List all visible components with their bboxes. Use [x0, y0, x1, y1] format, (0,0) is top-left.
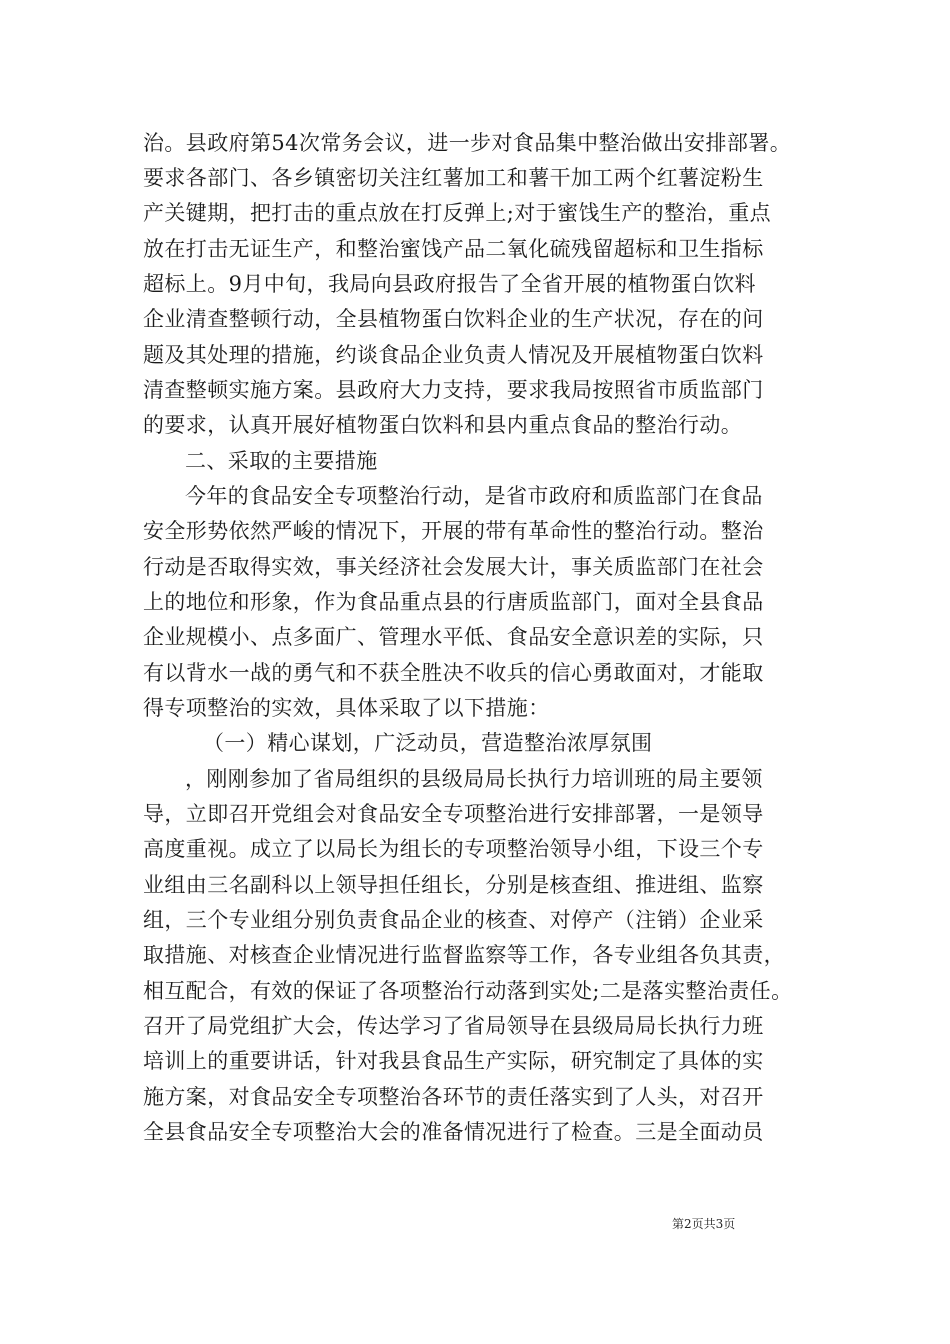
text-line: 行动是否取得实效，事关经济社会发展大计，事关质监部门在社会 — [143, 555, 764, 579]
text-line: 超标上。9月中旬，我局向县政府报告了全省开展的植物蛋白饮料 — [143, 272, 756, 296]
text-line: 组，三个专业组分别负责食品企业的核查、对停产（注销）企业采 — [143, 908, 764, 932]
text-line: 培训上的重要讲话，针对我县食品生产实际，研究制定了具体的实 — [143, 1049, 764, 1073]
text-line: 得专项整治的实效，具体采取了以下措施： — [143, 696, 550, 720]
text-line: 高度重视。成立了以局长为组长的专项整治领导小组，下设三个专 — [143, 837, 764, 861]
subsection-heading: （一）精心谋划，广泛动员，营造整治浓厚氛围 — [203, 731, 653, 755]
text-line: 业组由三名副科以上领导担任组长，分别是核查组、推进组、监察 — [143, 873, 764, 897]
text-line: 要求各部门、各乡镇密切关注红薯加工和薯干加工两个红薯淀粉生 — [143, 166, 764, 190]
text-line: 的要求，认真开展好植物蛋白饮料和县内重点食品的整治行动。 — [143, 413, 743, 437]
text-line: 相互配合，有效的保证了各项整治行动落到实处;二是落实整治责任。 — [143, 979, 793, 1003]
text-line: 放在打击无证生产，和整治蜜饯产品二氧化硫残留超标和卫生指标 — [143, 237, 764, 261]
text-line: 召开了局党组扩大会，传达学习了省局领导在县级局局长执行力班 — [143, 1014, 764, 1038]
text-line: 清查整顿实施方案。县政府大力支持，要求我局按照省市质监部门 — [143, 378, 764, 402]
text-line: 企业规模小、点多面广、管理水平低、食品安全意识差的实际，只 — [143, 625, 764, 649]
text-line: 安全形势依然严峻的情况下，开展的带有革命性的整治行动。整治 — [143, 519, 764, 543]
text-line: 导，立即召开党组会对食品安全专项整治进行安排部署，一是领导 — [143, 802, 764, 826]
text-line: 题及其处理的措施，约谈食品企业负责人情况及开展植物蛋白饮料 — [143, 343, 764, 367]
text-line: 今年的食品安全专项整治行动，是省市政府和质监部门在食品 — [185, 484, 763, 508]
page-number-footer: 第2页共3页 — [672, 1217, 736, 1231]
text-line: 施方案，对食品安全专项整治各环节的责任落实到了人头，对召开 — [143, 1085, 764, 1109]
text-line: 取措施、对核查企业情况进行监督监察等工作，各专业组各负其责， — [143, 943, 785, 967]
section-heading: 二、采取的主要措施 — [185, 449, 378, 473]
text-line: 产关键期，把打击的重点放在打反弹上;对于蜜饯生产的整治，重点 — [143, 201, 772, 225]
text-line: 全县食品安全专项整治大会的准备情况进行了检查。三是全面动员 — [143, 1120, 764, 1144]
text-line: ，刚刚参加了省局组织的县级局局长执行力培训班的局主要领 — [185, 767, 763, 791]
text-line: 有以背水一战的勇气和不获全胜决不收兵的信心勇敢面对，才能取 — [143, 661, 764, 685]
text-line: 治。县政府第54次常务会议，进一步对食品集中整治做出安排部署。 — [143, 131, 792, 155]
text-line: 上的地位和形象，作为食品重点县的行唐质监部门，面对全县食品 — [143, 590, 764, 614]
text-line: 企业清查整顿行动，全县植物蛋白饮料企业的生产状况，存在的问 — [143, 307, 764, 331]
